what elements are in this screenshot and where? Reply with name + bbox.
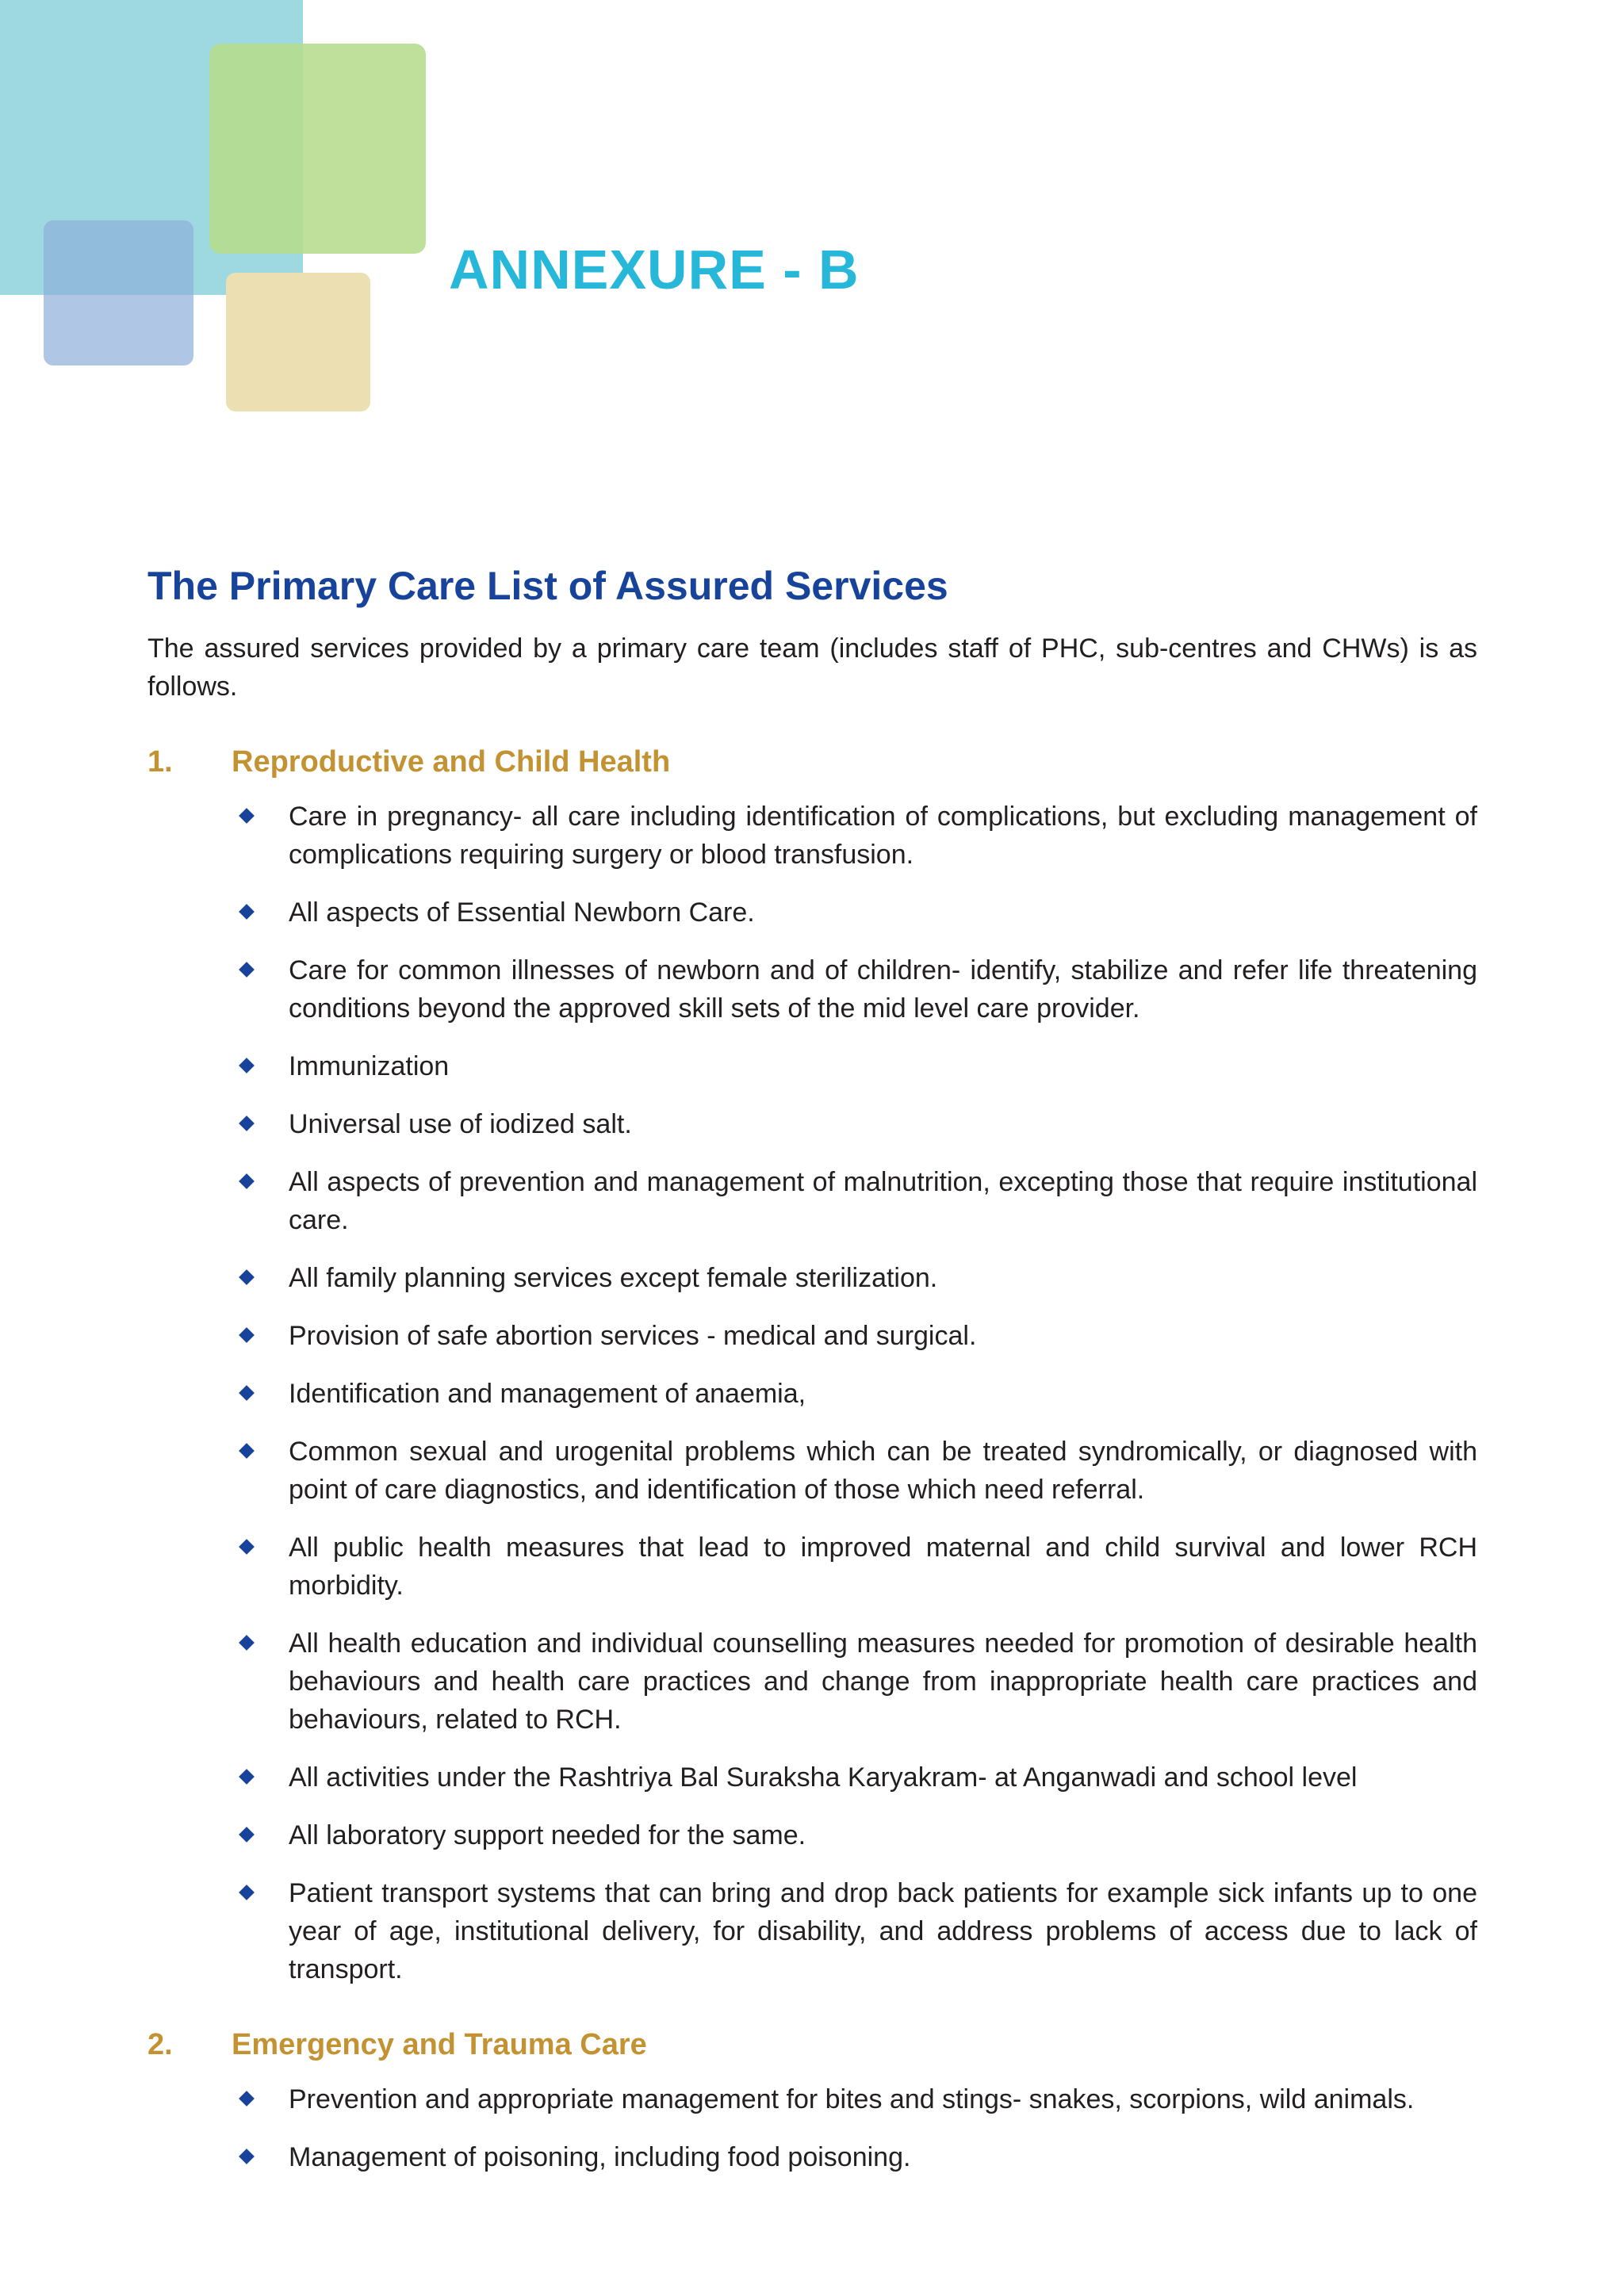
section-number: 2. <box>147 2028 173 2061</box>
diamond-bullet-icon <box>235 1163 289 1201</box>
list-item-text: All aspects of prevention and management of malnutrition, excepting those that require institutional care. <box>289 1167 1477 1235</box>
section-heading <box>147 740 1477 783</box>
diamond-bullet-icon <box>235 1874 289 1912</box>
list-item-text: Identification and management of anaemia, <box>289 1379 806 1409</box>
diamond-bullet-icon <box>235 1259 289 1297</box>
page-title: The Primary Care List of Assured Services <box>147 564 948 608</box>
list-item-text: Universal use of iodized salt. <box>289 1109 632 1139</box>
list-item-text: Patient transport systems that can bring and drop back patients for example sick infants up to one year of age, institutional delivery, for disability, and address problems of access due to lack of transport. <box>289 1878 1477 1984</box>
list-item <box>235 1105 1477 1143</box>
list-item <box>235 2080 1477 2118</box>
list-item-text: Common sexual and urogenital problems which can be treated syndromically, or diagnosed with point of care diagnostics, and identification of those which need referral. <box>289 1437 1477 1505</box>
intro-paragraph: The assured services provided by a primary care team (includes staff of PHC, sub-centres and CHWs) is as follows. <box>147 633 1477 702</box>
list-item-text: All public health measures that lead to improved maternal and child survival and lower RCH morbidity. <box>289 1533 1477 1601</box>
list-item-text: All laboratory support needed for the same. <box>289 1820 806 1850</box>
diamond-bullet-icon <box>235 2138 289 2176</box>
diamond-bullet-icon <box>235 1317 289 1355</box>
list-item <box>235 2138 1477 2176</box>
list-item-text: All activities under the Rashtriya Bal Suraksha Karyakram- at Anganwadi and school level <box>289 1762 1358 1793</box>
list-item-text: Care in pregnancy- all care including identification of complications, but excluding management of complications requiring surgery or blood transfusion. <box>289 802 1477 870</box>
list-item-text: Management of poisoning, including food poisoning. <box>289 2142 911 2172</box>
decorative-blue-square <box>44 220 193 365</box>
list-item <box>235 1163 1477 1239</box>
list-item-text: All family planning services except female sterilization. <box>289 1263 938 1293</box>
diamond-bullet-icon <box>235 1529 289 1567</box>
list-item-text: Provision of safe abortion services - medical and surgical. <box>289 1321 977 1351</box>
diamond-bullet-icon <box>235 951 289 989</box>
annexure-title: ANNEXURE - B <box>449 239 860 300</box>
list-item-text: Immunization <box>289 1051 450 1081</box>
section-heading <box>147 2023 1477 2066</box>
list-item <box>235 1816 1477 1854</box>
diamond-bullet-icon <box>235 1105 289 1143</box>
section-number: 1. <box>147 745 173 779</box>
bullet-list <box>147 798 1477 1988</box>
diamond-bullet-icon <box>235 1433 289 1471</box>
list-item <box>235 1375 1477 1413</box>
decorative-tan-square <box>226 273 370 411</box>
list-item-text: Care for common illnesses of newborn and of children- identify, stabilize and refer life threatening conditions beyond the approved skill sets of the mid level care provider. <box>289 955 1477 1024</box>
bullet-list <box>147 2080 1477 2176</box>
list-item <box>235 1624 1477 1739</box>
list-item <box>235 1433 1477 1509</box>
list-item <box>235 798 1477 874</box>
diamond-bullet-icon <box>235 1047 289 1085</box>
list-item <box>235 1259 1477 1297</box>
document-body <box>147 555 1477 2196</box>
diamond-bullet-icon <box>235 2080 289 2118</box>
diamond-bullet-icon <box>235 1816 289 1854</box>
list-item-text: All health education and individual counselling measures needed for promotion of desirable health behaviours and health care practices and change from inappropriate health care practices and behaviours, related to RCH. <box>289 1628 1477 1735</box>
list-item <box>235 1047 1477 1085</box>
diamond-bullet-icon <box>235 1375 289 1413</box>
list-item <box>235 1317 1477 1355</box>
list-item-text: All aspects of Essential Newborn Care. <box>289 897 755 928</box>
section-title: Reproductive and Child Health <box>232 745 671 779</box>
list-item <box>235 1874 1477 1988</box>
diamond-bullet-icon <box>235 894 289 932</box>
list-item-text: Prevention and appropriate management for bites and stings- snakes, scorpions, wild animals. <box>289 2084 1415 2114</box>
decorative-green-square <box>209 44 426 254</box>
list-item <box>235 1758 1477 1797</box>
section-title: Emergency and Trauma Care <box>232 2028 647 2061</box>
list-item <box>235 1529 1477 1605</box>
diamond-bullet-icon <box>235 1624 289 1663</box>
diamond-bullet-icon <box>235 1758 289 1797</box>
list-item <box>235 894 1477 932</box>
diamond-bullet-icon <box>235 798 289 836</box>
list-item <box>235 951 1477 1027</box>
sections-container <box>147 740 1477 2176</box>
